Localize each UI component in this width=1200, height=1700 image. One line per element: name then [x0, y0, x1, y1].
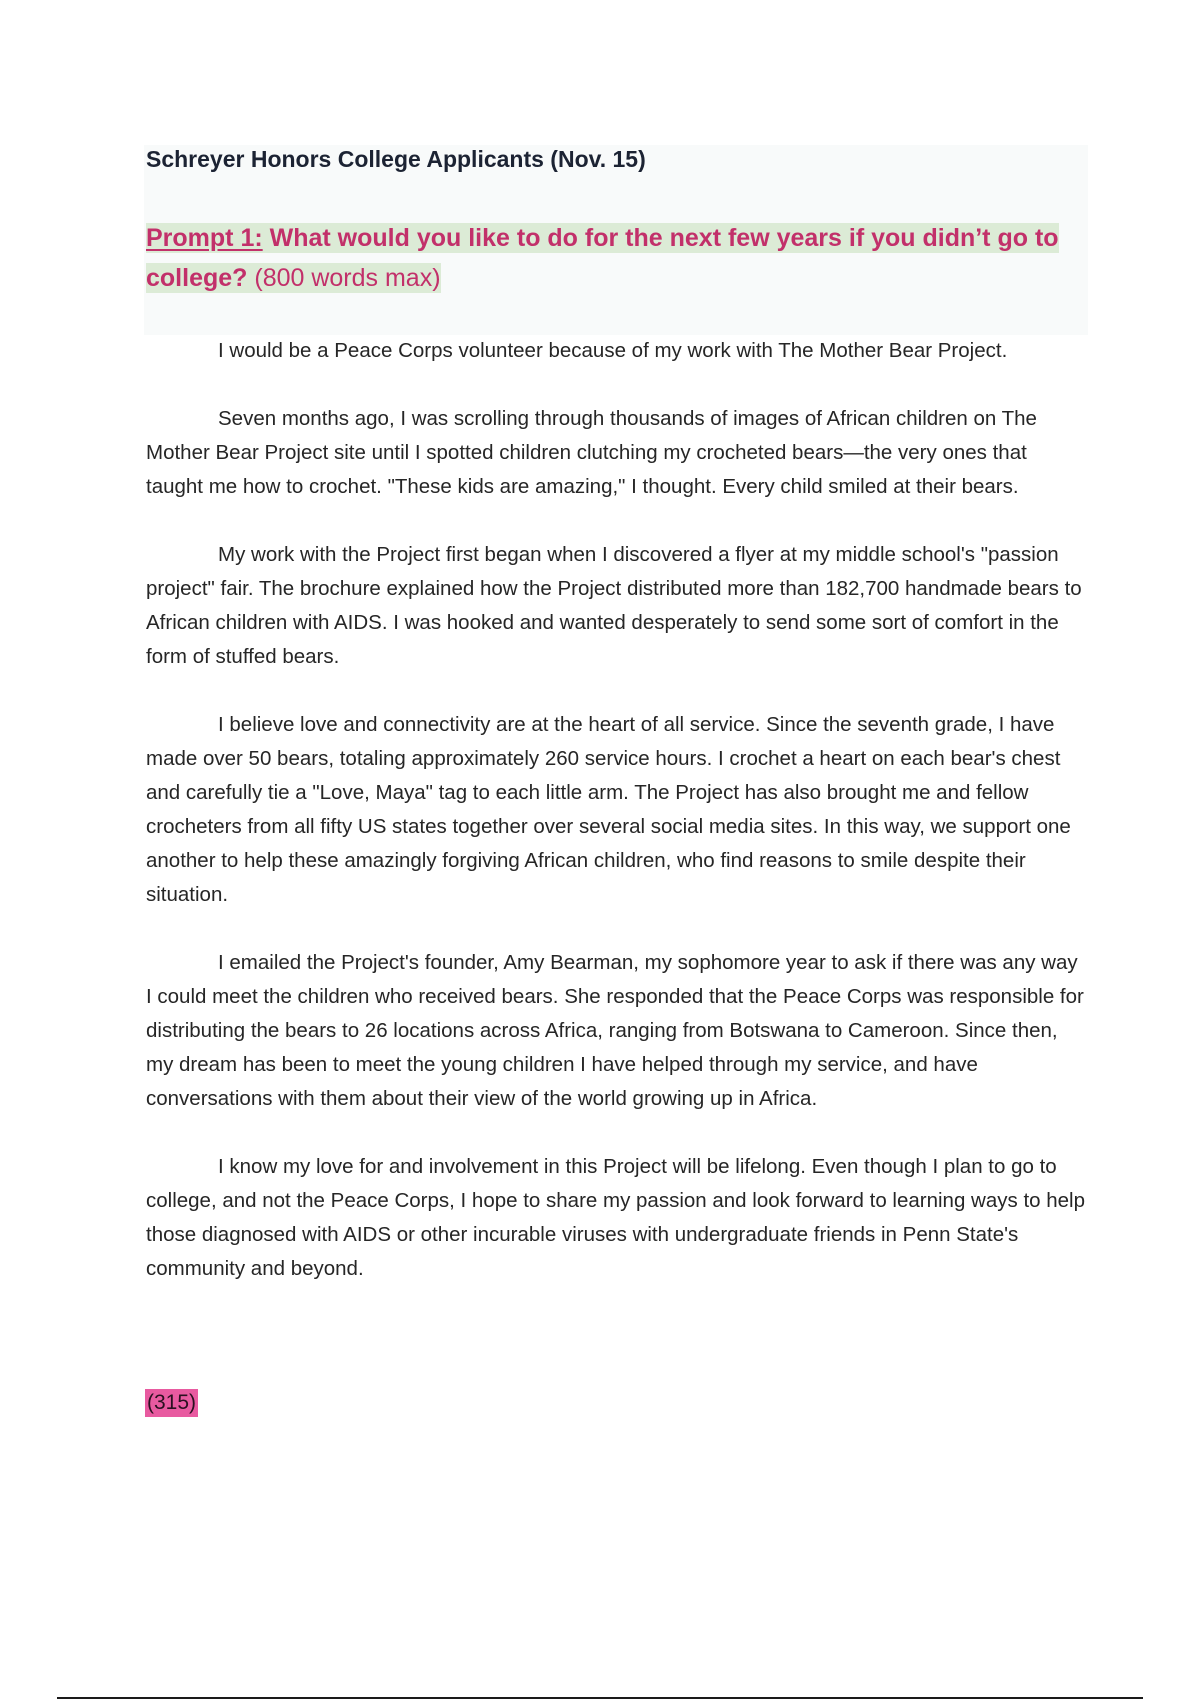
prompt-word-limit: (800 words max)	[247, 264, 441, 292]
essay-paragraph: I would be a Peace Corps volunteer because of my work with The Mother Bear Project.	[218, 339, 1008, 362]
prompt-question: What would you like to do for the next few years if you didn’t go to college?	[146, 224, 1059, 292]
section-title: Schreyer Honors College Applicants (Nov. 15)	[146, 146, 646, 172]
essay-paragraph: I know my love for and involvement in this Project will be lifelong. Even though I plan to go to college, and not the Peace Corps, I hope to share my passion and look forward to learning ways to help those diagnosed with AIDS or other incurable viruses with undergraduate friends in Penn State's community and beyond.	[146, 1155, 1086, 1280]
essay-prompt	[146, 218, 1076, 298]
word-count-badge: (315)	[145, 1389, 198, 1417]
essay-body	[146, 334, 1086, 1320]
prompt-label: Prompt 1:	[146, 224, 263, 252]
essay-paragraph: My work with the Project first began when I discovered a flyer at my middle school's "passion project" fair. The brochure explained how the Project distributed more than 182,700 handmade bears to African children with AIDS. I was hooked and wanted desperately to send some sort of comfort in the form of stuffed bears.	[146, 543, 1082, 668]
essay-paragraph: I believe love and connectivity are at the heart of all service. Since the seventh grade, I have made over 50 bears, totaling approximately 260 service hours. I crochet a heart on each bear's chest and carefully tie a "Love, Maya" tag to each little arm. The Project has also brought me and fellow crocheters from all fifty US states together over several social media sites. In this way, we support one another to help these amazingly forgiving African children, who find reasons to smile despite their situation.	[146, 713, 1071, 906]
essay-paragraph: I emailed the Project's founder, Amy Bearman, my sophomore year to ask if there was any way I could meet the children who received bears. She responded that the Peace Corps was responsible for distributing the bears to 26 locations across Africa, ranging from Botswana to Cameroon. Since then, my dream has been to meet the young children I have helped through my service, and have conversations with them about their view of the world growing up in Africa.	[146, 951, 1084, 1110]
essay-paragraph: Seven months ago, I was scrolling through thousands of images of African children on The Mother Bear Project site until I spotted children clutching my crocheted bears—the very ones that taught me how to crochet. "These kids are amazing," I thought. Every child smiled at their bears.	[146, 407, 1037, 498]
footer-divider	[57, 1697, 1143, 1699]
